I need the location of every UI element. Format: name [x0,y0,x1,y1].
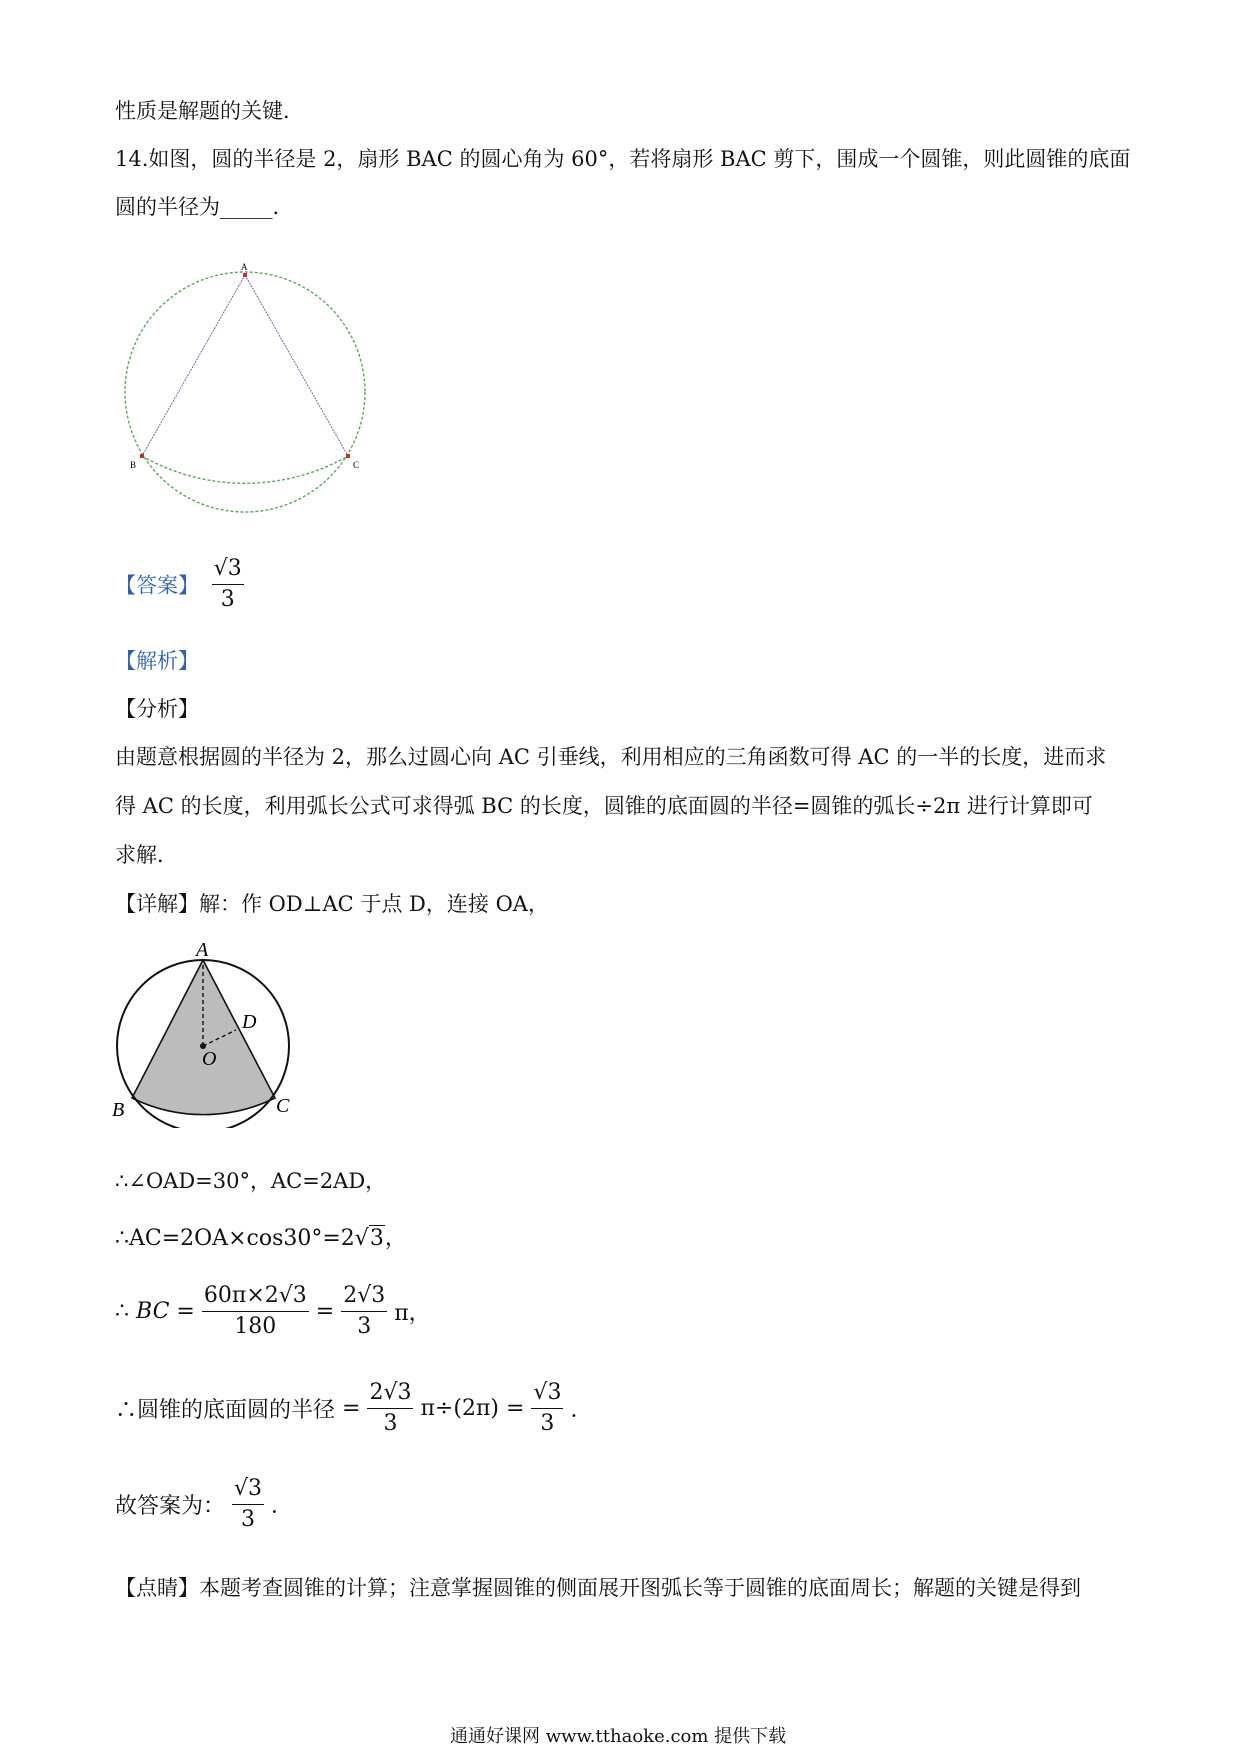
step-3-var: BC [136,1299,170,1324]
comment-label: 【点睛】 [115,1576,199,1600]
step-4-mid: π÷(2π) [420,1396,499,1421]
comment-row [115,1572,1081,1602]
step-3-prefix: ∴ [115,1299,129,1324]
detail-text: 解：作 OD⊥AC 于点 D，连接 OA， [199,892,549,916]
text-line-top: 性质是解题的关键． [115,99,304,123]
step-3-num2: 2√3 [341,1285,387,1312]
step-2-suffix: ， [384,1226,407,1251]
label-a: A [196,940,209,961]
step-4-num2: √3 [531,1382,563,1409]
final-answer [115,1478,293,1531]
step-3-tail: π， [394,1301,431,1326]
figure-shaded-sector [112,940,297,1128]
step-4-den2: 3 [540,1411,555,1436]
label-b: B [112,1099,125,1121]
step-4-fraction-1 [367,1382,413,1435]
step-1: ∴∠OAD=30°，AC=2AD， [115,1169,387,1193]
answer-row [115,558,244,611]
step-4-tail: ． [570,1398,593,1423]
step-4-fraction-2 [531,1382,563,1435]
step-2-sqrt: √3 [354,1226,384,1251]
final-prefix: 故答案为： [115,1494,226,1519]
question-line-2: 圆的半径为_____． [115,195,294,219]
final-den: 3 [241,1507,256,1532]
step-3-num: 60π×2√3 [202,1285,309,1312]
outer-circle [125,272,365,512]
sector-arc-bc [142,456,348,483]
label-a: A [241,262,248,272]
answer-denominator: 3 [220,587,235,612]
step-3-fraction-2 [341,1285,387,1338]
step-2-prefix: ∴AC=2OA×cos30°=2 [115,1226,355,1251]
fenxi-label: 【分析】 [115,697,199,721]
step-4-den: 3 [383,1411,398,1436]
side-ab [142,275,245,456]
point-c [346,454,350,458]
detail-label: 【详解】 [115,892,199,916]
step-4-prefix: ∴圆锥的底面圆的半径 [115,1398,336,1423]
step-2 [115,1221,407,1252]
fenxi-line-1: 由题意根据圆的半径为 2，那么过圆心向 AC 引垂线，利用相应的三角函数可得 AC 的一半的长度，进而求 [115,745,1107,769]
step-3-den: 180 [234,1314,277,1339]
step-2-radicand: 3 [369,1226,384,1251]
step-4-num: 2√3 [367,1382,413,1409]
side-ac [245,275,348,456]
detail-row [115,888,549,918]
answer-fraction [212,558,244,611]
fenxi-line-3: 求解． [115,843,178,867]
final-fraction [232,1478,264,1531]
label-o: O [202,1048,217,1070]
final-num: √3 [232,1478,264,1505]
label-d: D [242,1011,257,1033]
point-b [140,454,144,458]
fenxi-line-2: 得 AC 的长度，利用弧长公式可求得弧 BC 的长度，圆锥的底面圆的半径=圆锥的弧长÷2π 进行计算即可 [115,794,1093,818]
figure-circle-sector [110,258,380,520]
label-c: C [276,1095,290,1117]
final-tail: ． [271,1494,294,1519]
analysis-label: 【解析】 [115,649,199,673]
label-b: B [130,460,137,470]
page-footer: 通通好课网 www.tthaoke.com 提供下载 [450,1726,787,1747]
answer-numerator: √3 [212,558,244,585]
point-a [243,273,247,277]
step-3: ∴ BC = $\frac{60\pi\times 2√3}{180}$ = $\frac{2√3}{3}$ π， [115,1283,431,1339]
question-line-1: 14.如图，圆的半径是 2，扇形 BAC 的圆心角为 60°，若将扇形 BAC 剪下，围成一个圆锥，则此圆锥的底面 [115,147,1131,171]
step-3-den2: 3 [357,1314,372,1339]
label-c: C [353,460,360,470]
step-4: ∴圆锥的底面圆的半径 = $\frac{2√3}{3}$ π÷(2π) = $\frac{√3}{3}$ ． [115,1380,593,1436]
answer-label: 【答案】 [115,573,199,598]
comment-text: 本题考查圆锥的计算；注意掌握圆锥的侧面展开图弧长等于圆锥的底面周长；解题的关键是得到 [199,1576,1081,1600]
step-3-fraction-1 [202,1285,309,1338]
